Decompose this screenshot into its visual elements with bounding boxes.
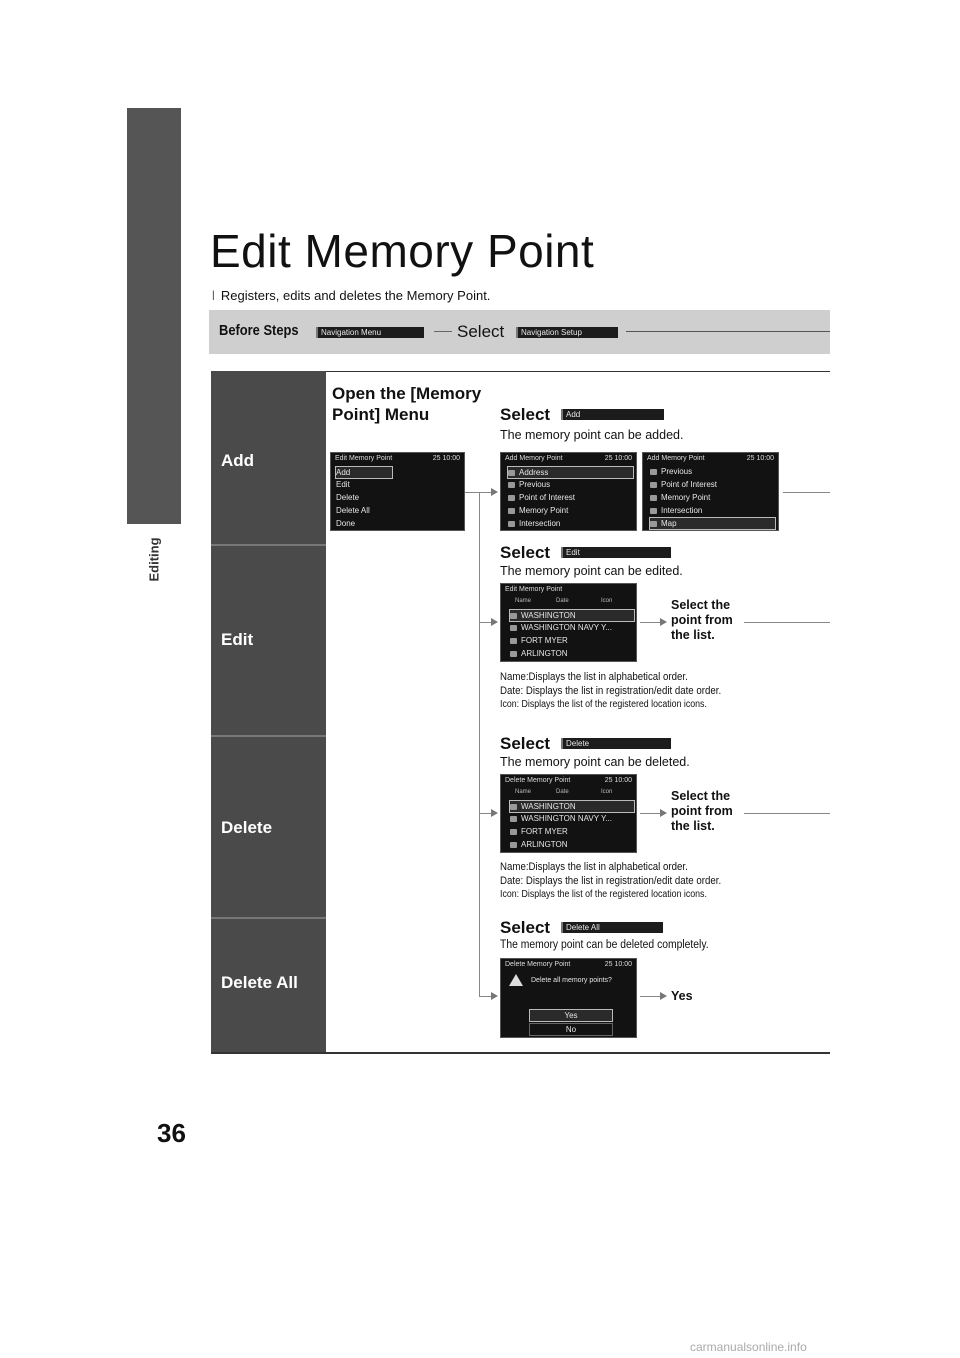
delete-note-name: Name:Displays the list in alphabetical order. — [500, 861, 688, 873]
table-bottom-line — [211, 1052, 830, 1054]
delete-note-icon: Icon: Displays the list of the registered location icons. — [500, 889, 707, 900]
warning-icon — [509, 974, 523, 986]
previous-icon — [650, 469, 657, 475]
category-edit: Edit — [221, 630, 254, 649]
category-divider — [211, 544, 326, 546]
poi-icon — [508, 495, 515, 501]
delete-desc: The memory point can be deleted. — [500, 755, 690, 769]
location-icon — [510, 651, 517, 657]
category-column — [211, 371, 326, 1053]
watermark: carmanualsonline.info — [690, 1340, 807, 1354]
edit-desc: The memory point can be edited. — [500, 564, 683, 578]
delete-all-button-image: Delete All — [561, 922, 663, 933]
navigation-menu-button: Navigation Menu — [316, 327, 424, 338]
delete-button-image: Delete — [561, 738, 671, 749]
delete-note-date: Date: Displays the list in registration/edit date order. — [500, 875, 722, 887]
memory-point-icon — [508, 508, 515, 514]
connector — [479, 622, 491, 623]
intersection-icon — [650, 508, 657, 514]
arrow-icon — [491, 618, 498, 626]
memory-point-icon — [650, 495, 657, 501]
delete-all-desc: The memory point can be deleted completely. — [500, 939, 709, 951]
arrow-icon — [660, 618, 667, 626]
map-icon — [650, 521, 657, 527]
previous-icon — [508, 482, 515, 488]
arrow-icon — [660, 809, 667, 817]
arrow-icon — [434, 331, 452, 332]
connector-vertical — [479, 492, 480, 997]
arrow-icon — [491, 488, 498, 496]
intersection-icon — [508, 521, 515, 527]
edit-action: Select the point from the list. — [671, 598, 733, 642]
before-select: Select — [457, 322, 505, 341]
connector — [479, 996, 491, 997]
address-icon — [508, 470, 515, 476]
location-icon — [510, 829, 517, 835]
category-divider — [211, 917, 326, 919]
location-icon — [510, 638, 517, 644]
category-add: Add — [221, 451, 255, 470]
side-label: Editing — [146, 537, 162, 582]
screen-item-edit: Edit — [336, 480, 350, 489]
connector — [640, 813, 660, 814]
delete-select: Select — [500, 734, 551, 753]
location-icon — [510, 625, 517, 631]
edit-note-name: Name:Displays the list in alphabetical order. — [500, 671, 688, 683]
navigation-setup-button: Navigation Setup — [516, 327, 618, 338]
connector — [783, 492, 830, 493]
edit-select: Select — [500, 543, 551, 562]
delete-all-action: Yes — [671, 989, 693, 1003]
arrow-icon — [660, 992, 667, 1000]
screen-item-delete-all: Delete All — [336, 506, 370, 515]
category-divider — [211, 735, 326, 737]
delete-action: Select the point from the list. — [671, 789, 733, 833]
category-delete: Delete — [221, 818, 273, 837]
before-steps-label: Before Steps — [219, 322, 299, 339]
connector — [744, 622, 830, 623]
location-icon — [510, 613, 517, 619]
table-top-line — [326, 371, 830, 372]
connector — [465, 492, 479, 493]
bar-line — [626, 331, 830, 332]
connector — [479, 492, 491, 493]
location-icon — [510, 842, 517, 848]
category-delete-all: Delete All — [221, 973, 298, 992]
menu-screen: Edit Memory Point 25 10:00 Add Edit Delete Delete All Done — [330, 452, 465, 531]
location-icon — [510, 804, 517, 810]
page-number: 36 — [157, 1118, 186, 1148]
edit-note-date: Date: Displays the list in registration/edit date order. — [500, 685, 722, 697]
connector — [640, 622, 660, 623]
add-desc: The memory point can be added. — [500, 428, 684, 442]
add-screen-1: Add Memory Point 25 10:00 Address Previous Point of Interest Memory Point Intersection — [500, 452, 637, 531]
arrow-icon — [491, 809, 498, 817]
no-option: No — [529, 1023, 613, 1036]
connector — [479, 813, 491, 814]
screen-item-delete: Delete — [336, 493, 360, 502]
page-subtitle: l Registers, edits and deletes the Memory Point. — [212, 288, 491, 303]
edit-note-icon: Icon: Displays the list of the registered location icons. — [500, 699, 707, 710]
add-select: Select — [500, 405, 551, 424]
page-title: Edit Memory Point — [210, 225, 595, 277]
delete-screen: Delete Memory Point 25 10:00 Name Date Icon WASHINGTON WASHINGTON NAVY Y... FORT MYER ARLINGTON — [500, 774, 637, 853]
delete-all-screen: Delete Memory Point 25 10:00 Delete all memory points? Yes No — [500, 958, 637, 1038]
connector — [744, 813, 830, 814]
connector — [640, 996, 660, 997]
add-screen-2: Add Memory Point 25 10:00 Previous Point of Interest Memory Point Intersection Map — [642, 452, 779, 531]
side-tab — [127, 108, 181, 524]
screen-item-done: Done — [336, 519, 356, 528]
screen-item-add: Add — [335, 466, 393, 479]
delete-all-select: Select — [500, 918, 551, 937]
location-icon — [510, 816, 517, 822]
add-button-image: Add — [561, 409, 664, 420]
open-menu-heading: Open the [Memory Point] Menu — [332, 384, 482, 424]
yes-option: Yes — [529, 1009, 613, 1022]
edit-button-image: Edit — [561, 547, 671, 558]
edit-screen: Edit Memory Point Name Date Icon WASHINGTON WASHINGTON NAVY Y... FORT MYER ARLINGTON — [500, 583, 637, 662]
poi-icon — [650, 482, 657, 488]
arrow-icon — [491, 992, 498, 1000]
